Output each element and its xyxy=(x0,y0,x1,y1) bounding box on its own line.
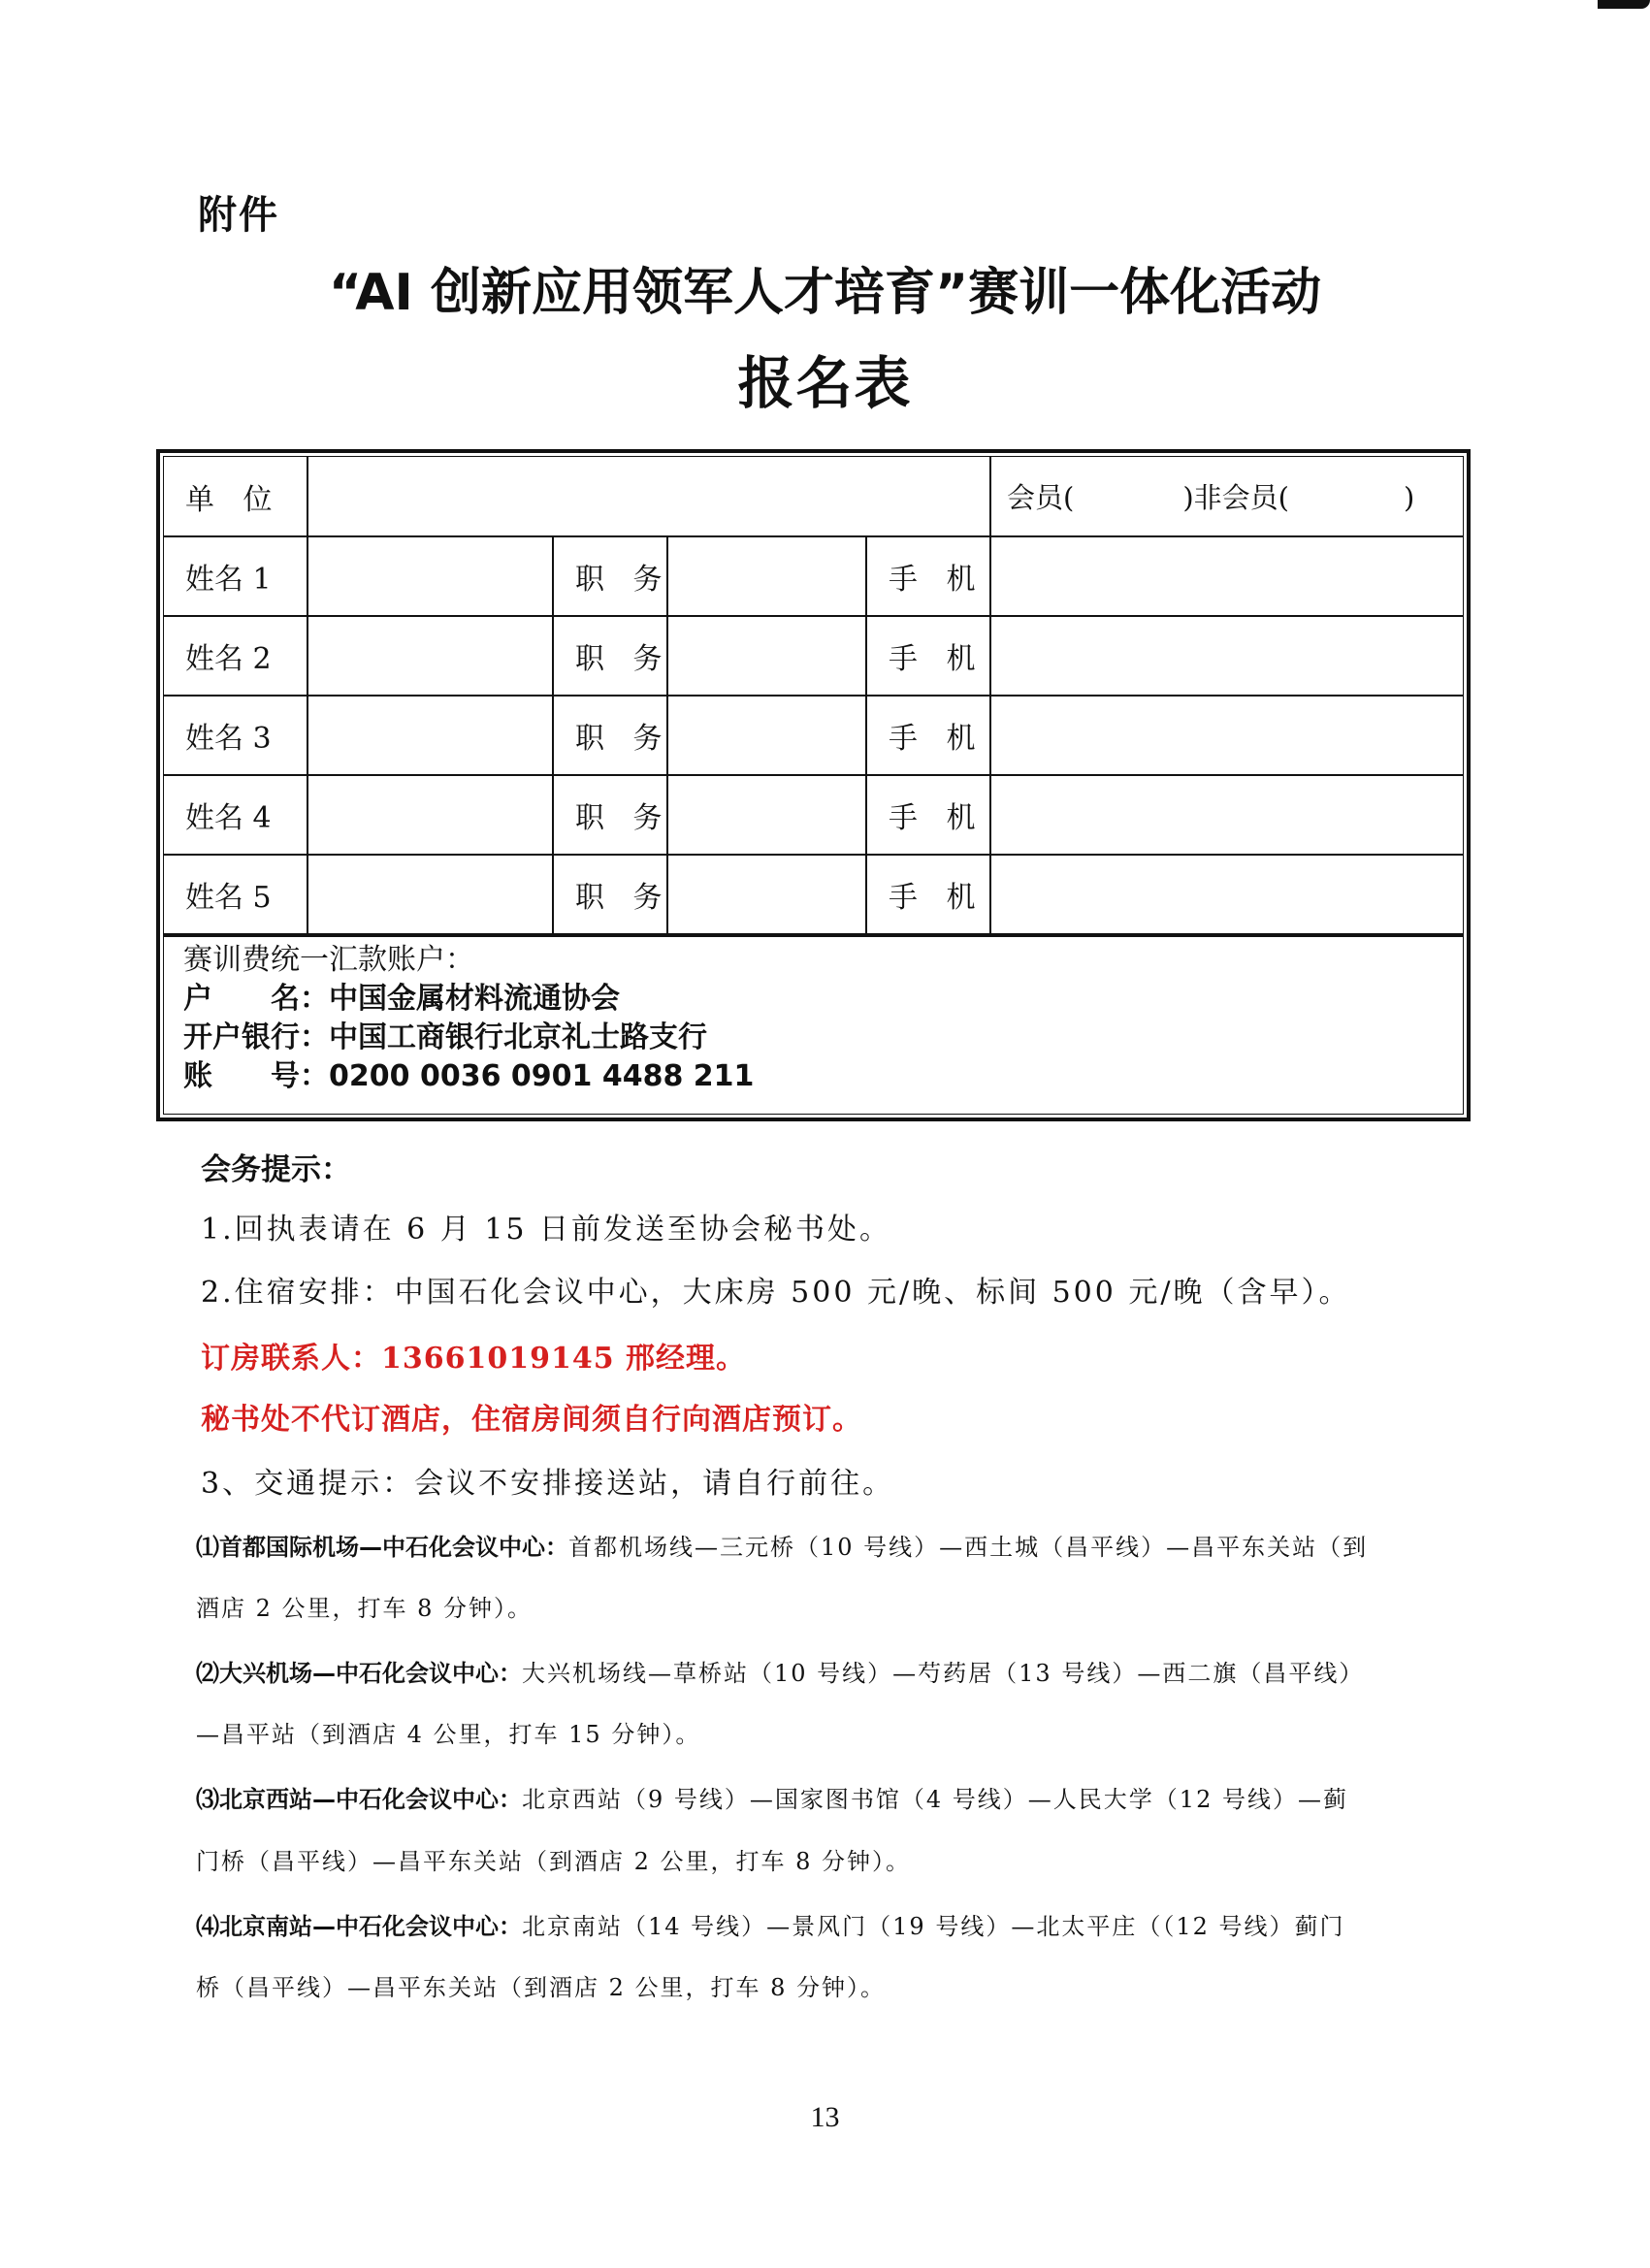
phone-label: 手 机 xyxy=(866,696,990,775)
note-item-3: 3、交通提示：会议不安排接送站，请自行前往。 xyxy=(201,1467,895,1501)
attendee-row xyxy=(164,696,1463,775)
account-name-value: 中国金属材料流通协会 xyxy=(329,982,620,1016)
route-title: ⑷北京南站—中石化会议中心： xyxy=(196,1913,522,1940)
route-detail: 北京西站（9 号线）—国家图书馆（4 号线）—人民大学（12 号线）—蓟 xyxy=(522,1786,1348,1813)
route-2 xyxy=(196,1654,1364,1693)
attendee-row xyxy=(164,616,1463,696)
nonmember-close: ) xyxy=(1403,481,1415,514)
route-title: ⑶北京西站—中石化会议中心： xyxy=(196,1786,522,1813)
member-close: ) xyxy=(1182,481,1194,514)
position-label: 职 务 xyxy=(553,616,667,696)
note-item-1: 1.回执表请在 6 月 15 日前发送至协会秘书处。 xyxy=(201,1213,892,1247)
route-1 xyxy=(196,1528,1368,1567)
name-input[interactable] xyxy=(307,855,553,934)
name-label: 姓名 1 xyxy=(164,536,307,616)
name-input[interactable] xyxy=(307,775,553,855)
bank-label: 开户银行： xyxy=(183,1021,329,1054)
registration-table xyxy=(164,457,1463,935)
name-input[interactable] xyxy=(307,616,553,696)
route-title: ⑴首都国际机场—中石化会议中心： xyxy=(196,1534,568,1561)
phone-input[interactable] xyxy=(990,536,1463,616)
route-3 xyxy=(196,1780,1348,1819)
phone-label: 手 机 xyxy=(866,775,990,855)
member-label: 会员( xyxy=(1007,481,1075,514)
phone-label: 手 机 xyxy=(866,855,990,934)
phone-label: 手 机 xyxy=(866,616,990,696)
route-4-cont: 桥（昌平线）—昌平东关站（到酒店 2 公里，打车 8 分钟）。 xyxy=(196,1974,887,2001)
attendee-row xyxy=(164,775,1463,855)
phone-input[interactable] xyxy=(990,616,1463,696)
position-input[interactable] xyxy=(667,775,866,855)
payment-title: 赛训费统一汇款账户： xyxy=(183,943,474,977)
name-input[interactable] xyxy=(307,536,553,616)
registration-form xyxy=(156,449,1471,1121)
attendee-row xyxy=(164,855,1463,934)
route-title: ⑵大兴机场—中石化会议中心： xyxy=(196,1660,522,1687)
nonmember-label: 非会员( xyxy=(1193,481,1289,514)
payment-info xyxy=(164,935,1463,1096)
route-1-cont: 酒店 2 公里，打车 8 分钟）。 xyxy=(196,1595,534,1622)
scan-corner-mark xyxy=(1598,0,1650,9)
name-input[interactable] xyxy=(307,696,553,775)
phone-input[interactable] xyxy=(990,696,1463,775)
unit-label: 单 位 xyxy=(164,457,307,536)
route-detail: 北京南站（14 号线）—景风门（19 号线）—北太平庄（（12 号线）蓟门 xyxy=(522,1913,1345,1940)
phone-input[interactable] xyxy=(990,775,1463,855)
name-label: 姓名 5 xyxy=(164,855,307,934)
position-input[interactable] xyxy=(667,616,866,696)
position-label: 职 务 xyxy=(553,855,667,934)
account-name-label: 户 名： xyxy=(183,982,329,1016)
position-label: 职 务 xyxy=(553,536,667,616)
position-input[interactable] xyxy=(667,855,866,934)
route-detail: 首都机场线—三元桥（10 号线）—西土城（昌平线）—昌平东关站（到 xyxy=(568,1534,1369,1561)
document-subtitle: 报名表 xyxy=(737,350,913,416)
phone-label: 手 机 xyxy=(866,536,990,616)
registration-form-inner xyxy=(163,456,1464,1115)
phone-input[interactable] xyxy=(990,855,1463,934)
name-label: 姓名 4 xyxy=(164,775,307,855)
attachment-label: 附件 xyxy=(198,193,279,238)
account-number-row xyxy=(183,1057,1463,1096)
unit-row xyxy=(164,457,1463,536)
unit-input[interactable] xyxy=(307,457,990,536)
position-label: 职 务 xyxy=(553,775,667,855)
note-item-2: 2.住宿安排：中国石化会议中心，大床房 500 元/晚、标间 500 元/晚（含早）。 xyxy=(201,1276,1351,1310)
account-name-row xyxy=(183,980,1463,1019)
position-input[interactable] xyxy=(667,536,866,616)
route-2-cont: —昌平站（到酒店 4 公里，打车 15 分钟）。 xyxy=(196,1721,701,1748)
route-3-cont: 门桥（昌平线）—昌平东关站（到酒店 2 公里，打车 8 分钟）。 xyxy=(196,1848,912,1875)
membership-cell xyxy=(990,457,1463,536)
name-label: 姓名 2 xyxy=(164,616,307,696)
name-label: 姓名 3 xyxy=(164,696,307,775)
notes-heading: 会务提示： xyxy=(201,1152,351,1187)
account-number-value: 0200 0036 0901 4488 211 xyxy=(329,1059,755,1093)
position-input[interactable] xyxy=(667,696,866,775)
booking-notice: 秘书处不代订酒店，住宿房间须自行向酒店预订。 xyxy=(201,1403,862,1437)
position-label: 职 务 xyxy=(553,696,667,775)
attendee-row xyxy=(164,536,1463,616)
bank-row xyxy=(183,1019,1463,1057)
page-number: 13 xyxy=(810,2101,840,2133)
booking-contact: 订房联系人：13661019145 邢经理。 xyxy=(201,1342,747,1376)
account-number-label: 账 号： xyxy=(183,1059,329,1093)
route-4 xyxy=(196,1907,1345,1946)
route-detail: 大兴机场线—草桥站（10 号线）—芍药居（13 号线）—西二旗（昌平线） xyxy=(522,1660,1365,1687)
bank-value: 中国工商银行北京礼士路支行 xyxy=(329,1021,707,1054)
document-title: “AI 创新应用领军人才培育”赛训一体化活动 xyxy=(328,264,1322,322)
